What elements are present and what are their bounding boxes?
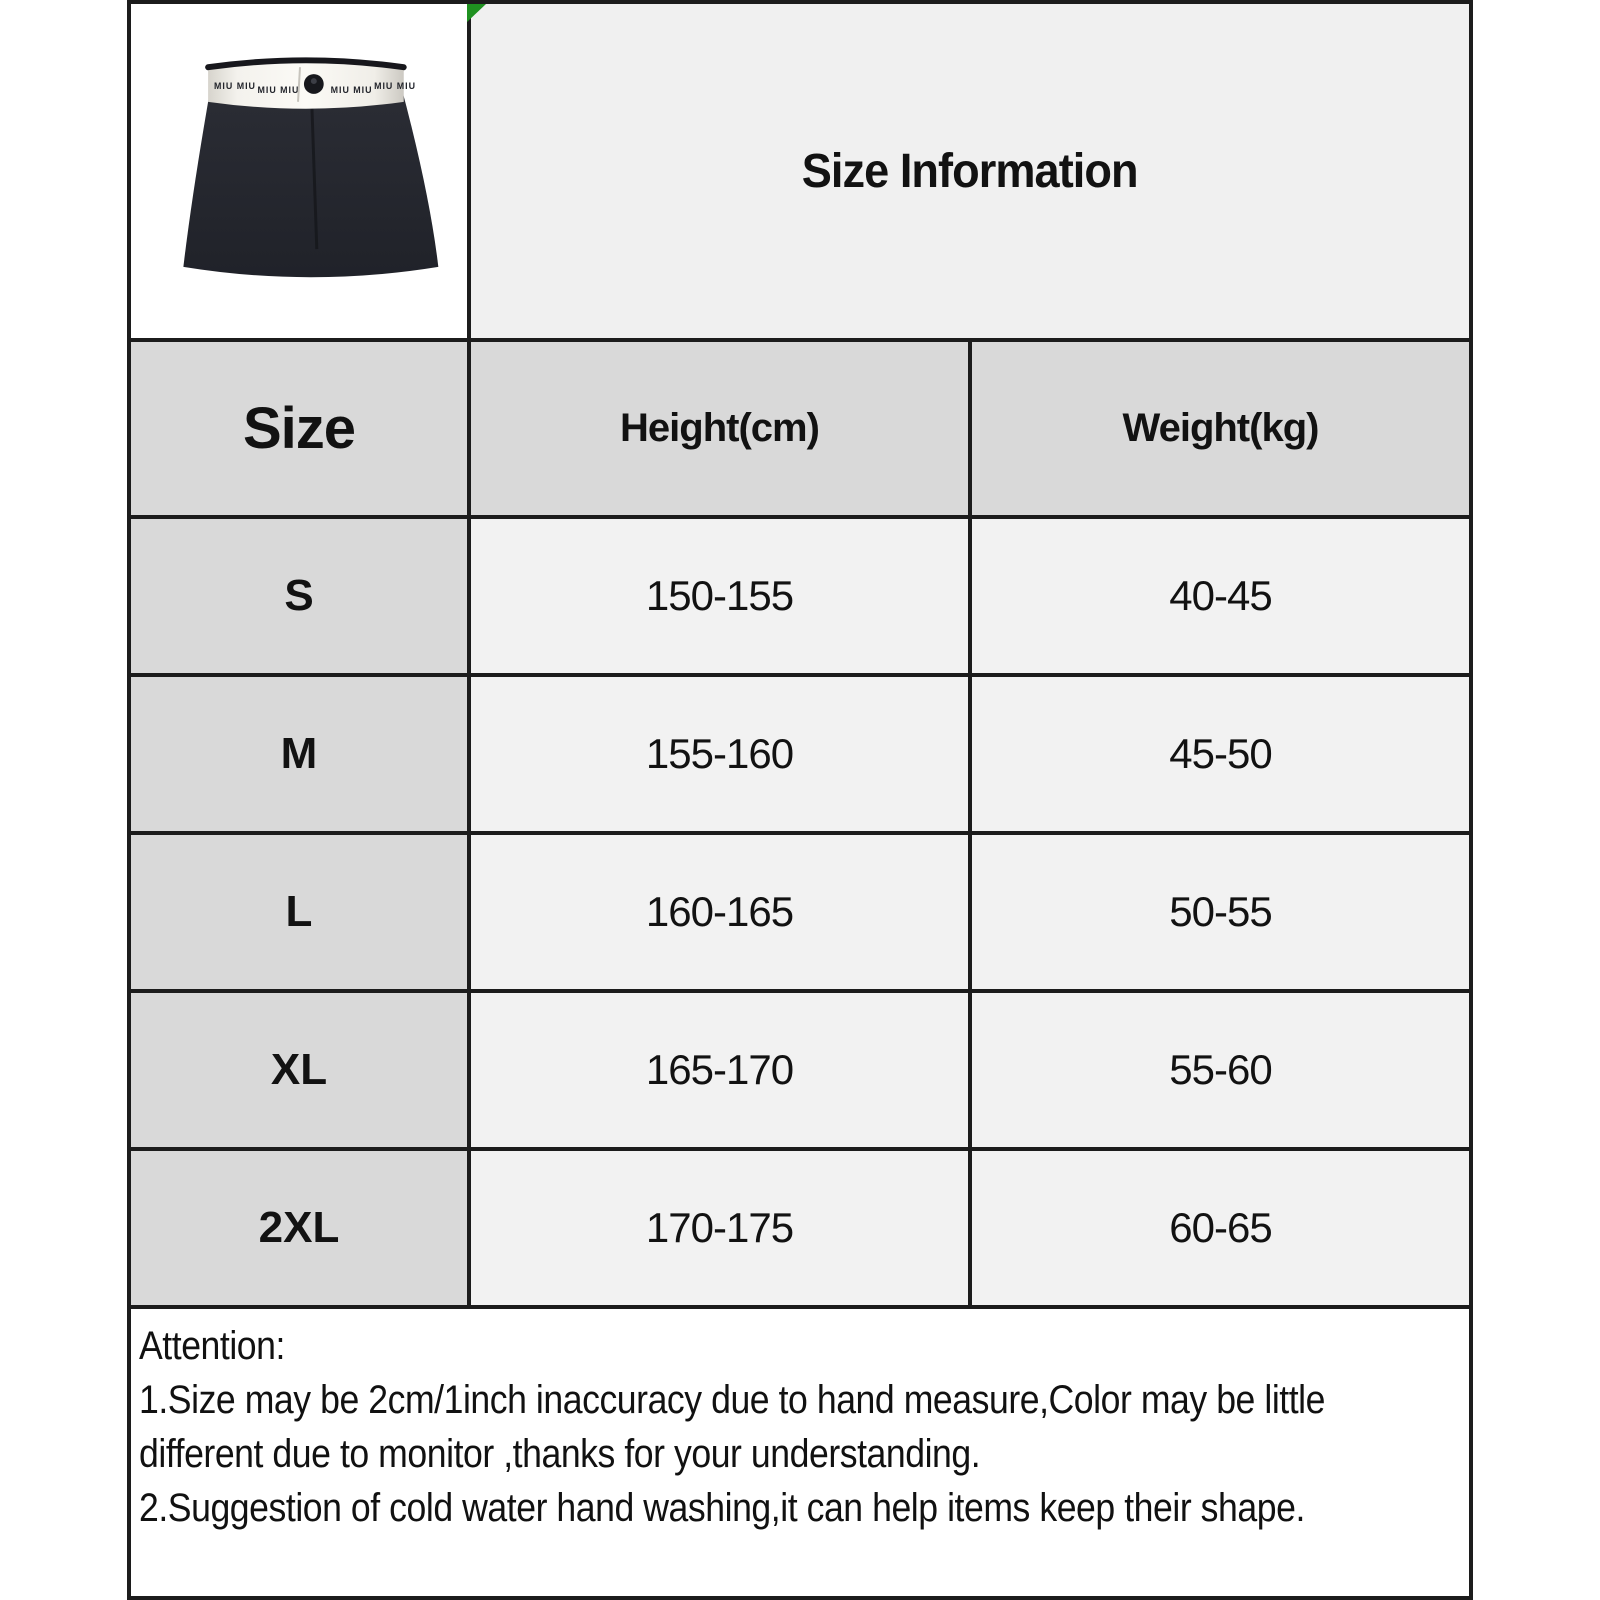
weight-value-xl: 55-60	[972, 993, 1469, 1151]
product-image-cell	[131, 4, 471, 342]
height-value-xl: 165-170	[471, 993, 972, 1151]
weight-value-l: 50-55	[972, 835, 1469, 993]
waistband-logo-text: MIU MIU	[257, 84, 300, 95]
column-header-size: Size	[131, 342, 471, 519]
size-label-m: M	[131, 677, 471, 835]
size-table	[131, 4, 1469, 1309]
waistband-logo-text: MIU MIU	[374, 80, 417, 91]
column-header-height: Height(cm)	[471, 342, 972, 519]
column-header-weight: Weight(kg)	[972, 342, 1469, 519]
height-value-m: 155-160	[471, 677, 972, 835]
height-value-s: 150-155	[471, 519, 972, 677]
weight-value-2xl: 60-65	[972, 1151, 1469, 1309]
skirt-button-highlight	[311, 78, 317, 84]
weight-value-s: 40-45	[972, 519, 1469, 677]
green-corner-marker	[467, 4, 486, 22]
product-image-skirt	[131, 4, 467, 338]
size-label-2xl: 2XL	[131, 1151, 471, 1309]
height-value-2xl: 170-175	[471, 1151, 972, 1309]
weight-value-m: 45-50	[972, 677, 1469, 835]
page-title: Size Information	[802, 144, 1138, 198]
attention-note-2: 2.Suggestion of cold water hand washing,it can help items keep their shape.	[139, 1486, 1305, 1530]
size-label-xl: XL	[131, 993, 471, 1151]
size-chart-frame	[127, 0, 1473, 1600]
height-value-l: 160-165	[471, 835, 972, 993]
waistband-logo-text: MIU MIU	[330, 84, 373, 95]
size-label-l: L	[131, 835, 471, 993]
attention-note-1-continued: different due to monitor ,thanks for your understanding.	[139, 1432, 981, 1476]
size-label-s: S	[131, 519, 471, 677]
attention-heading: Attention:	[139, 1324, 285, 1368]
attention-section	[131, 1309, 1469, 1596]
attention-note-1: 1.Size may be 2cm/1inch inaccuracy due to hand measure,Color may be little	[139, 1378, 1325, 1422]
title-cell	[471, 4, 1469, 342]
waistband-logo-text: MIU MIU	[214, 80, 256, 91]
